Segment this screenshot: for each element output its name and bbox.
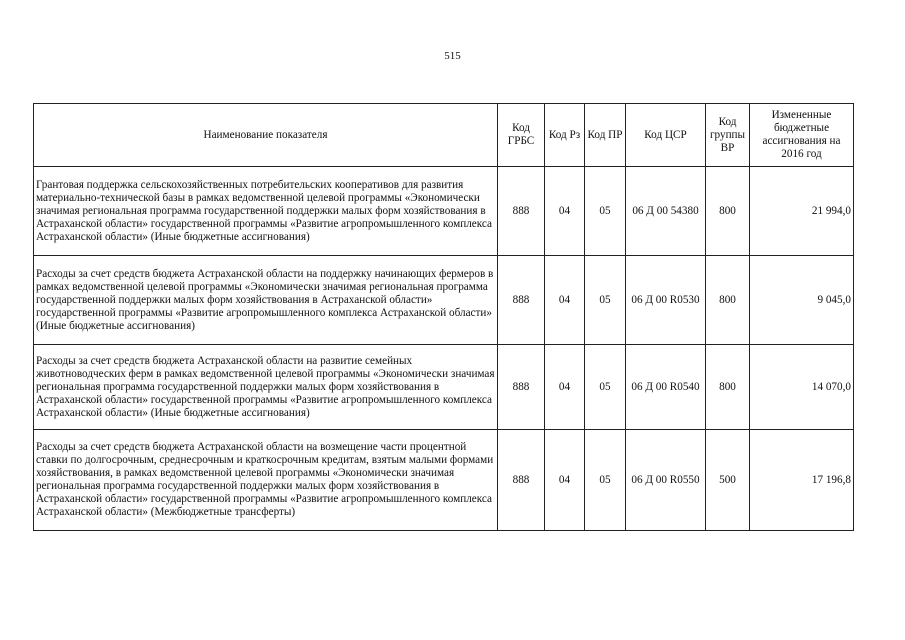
- cell-amount: 14 070,0: [750, 345, 854, 430]
- table-header-row: [34, 104, 854, 167]
- cell-amount: 9 045,0: [750, 256, 854, 345]
- cell-rz: 04: [545, 345, 585, 430]
- cell-pr: 05: [585, 430, 626, 531]
- cell-name: Расходы за счет средств бюджета Астраханской области на поддержку начинающих фермеров в рамках ведомственной целевой программы «Экономически значимая региональная программа государственной поддержки малых форм хозяйствования в Астраханской области» государственной программы «Развитие агропромышленного комплекса Астраханской области» (Иные бюджетные ассигнования): [34, 256, 498, 345]
- cell-name: Расходы за счет средств бюджета Астраханской области на развитие семейных животноводческих ферм в рамках ведомственной целевой программы «Экономически значимая региональная программа государственной поддержки малых форм хозяйствования в Астраханской области» государственной программы «Развитие агропромышленного комплекса Астраханской области» (Иные бюджетные ассигнования): [34, 345, 498, 430]
- cell-csr: 06 Д 00 R0540: [626, 345, 706, 430]
- table-row: [34, 430, 854, 531]
- cell-csr: 06 Д 00 R0530: [626, 256, 706, 345]
- header-name: Наименование показателя: [34, 104, 498, 167]
- cell-name: Грантовая поддержка сельскохозяйственных потребительских кооперативов для развития материально-технической базы в рамках ведомственной целевой программы «Экономически значимая региональная программа государственной поддержки малых форм хозяйствования в Астраханской области» государственной программы «Развитие агропромышленного комплекса Астраханской области» (Иные бюджетные ассигнования): [34, 167, 498, 256]
- header-vr: Код группы ВР: [706, 104, 750, 167]
- header-pr: Код ПР: [585, 104, 626, 167]
- cell-rz: 04: [545, 167, 585, 256]
- cell-csr: 06 Д 00 R0550: [626, 430, 706, 531]
- cell-vr: 800: [706, 256, 750, 345]
- cell-pr: 05: [585, 345, 626, 430]
- header-csr: Код ЦСР: [626, 104, 706, 167]
- cell-pr: 05: [585, 256, 626, 345]
- cell-grbs: 888: [498, 256, 545, 345]
- table-row: [34, 167, 854, 256]
- header-grbs: Код ГРБС: [498, 104, 545, 167]
- page-number: 515: [444, 50, 461, 62]
- cell-grbs: 888: [498, 430, 545, 531]
- cell-vr: 800: [706, 345, 750, 430]
- cell-rz: 04: [545, 256, 585, 345]
- cell-csr: 06 Д 00 54380: [626, 167, 706, 256]
- budget-table: [33, 103, 854, 531]
- cell-grbs: 888: [498, 345, 545, 430]
- table-row: [34, 345, 854, 430]
- header-amount: Измененные бюджетные ассигнования на 2016 год: [750, 104, 854, 167]
- cell-vr: 500: [706, 430, 750, 531]
- cell-vr: 800: [706, 167, 750, 256]
- cell-amount: 21 994,0: [750, 167, 854, 256]
- table-row: [34, 256, 854, 345]
- header-rz: Код Рз: [545, 104, 585, 167]
- cell-pr: 05: [585, 167, 626, 256]
- cell-name: Расходы за счет средств бюджета Астраханской области на возмещение части процентной ставки по долгосрочным, среднесрочным и краткосрочным кредитам, взятым малыми формами хозяйствования, в рамках ведомственной целевой программы «Экономически значимая региональная программа государственной поддержки малых форм хозяйствования в Астраханской области» государственной программы «Развитие агропромышленного комплекса Астраханской области» (Межбюджетные трансферты): [34, 430, 498, 531]
- cell-grbs: 888: [498, 167, 545, 256]
- cell-amount: 17 196,8: [750, 430, 854, 531]
- cell-rz: 04: [545, 430, 585, 531]
